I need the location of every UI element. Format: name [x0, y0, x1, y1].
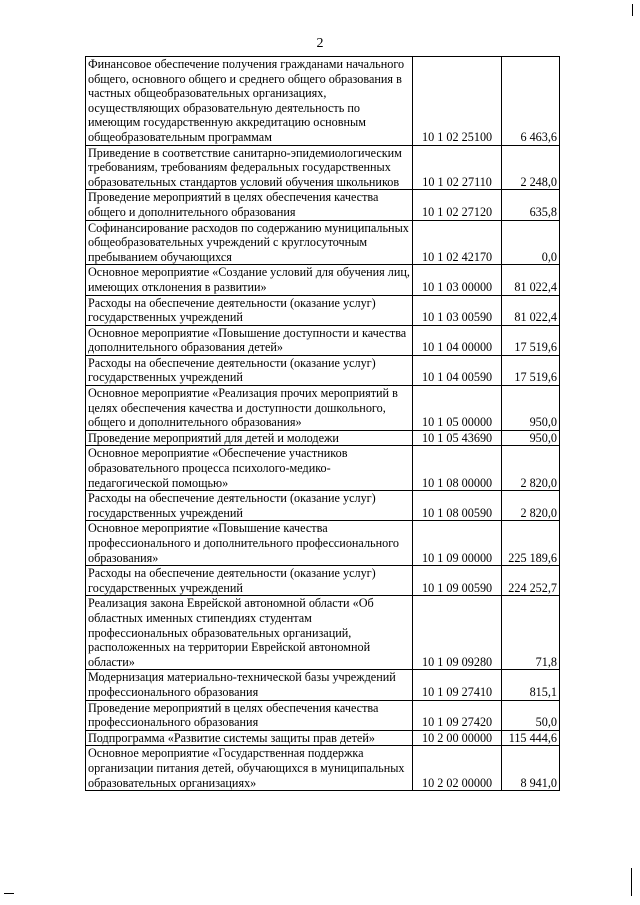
table-row: [86, 386, 560, 431]
table-row: [86, 265, 560, 295]
row-amount-cell: 81 022,4: [502, 295, 560, 325]
row-code-cell: 10 1 09 27420: [412, 700, 501, 730]
table-row: [86, 295, 560, 325]
scan-edge-mark-bottom-left: [4, 893, 14, 894]
row-name-cell: Подпрограмма «Развитие системы защиты прав детей»: [86, 730, 413, 746]
table-row: [86, 446, 560, 491]
row-name-cell: Расходы на обеспечение деятельности (оказание услуг) государственных учреждений: [86, 566, 413, 596]
table-row: [86, 355, 560, 385]
row-name-cell: Софинансирование расходов по содержанию муниципальных общеобразовательных учреждений с круглосуточным пребыванием обучающихся: [86, 220, 413, 265]
row-name-cell: Проведение мероприятий для детей и молодежи: [86, 430, 413, 446]
row-code-cell: 10 1 02 27110: [412, 145, 501, 190]
row-amount-cell: 17 519,6: [502, 325, 560, 355]
row-code-cell: 10 1 05 00000: [412, 386, 501, 431]
row-name-cell: Основное мероприятие «Создание условий для обучения лиц, имеющих отклонения в развитии»: [86, 265, 413, 295]
page-number: 2: [316, 36, 324, 51]
row-amount-cell: 71,8: [502, 596, 560, 670]
budget-table-body: [86, 57, 560, 791]
scan-edge-mark-bottom: [631, 868, 632, 896]
table-row: [86, 521, 560, 566]
row-code-cell: 10 1 09 09280: [412, 596, 501, 670]
row-code-cell: 10 1 09 00590: [412, 566, 501, 596]
row-amount-cell: 115 444,6: [502, 730, 560, 746]
row-code-cell: 10 2 02 00000: [412, 746, 501, 791]
row-code-cell: 10 1 08 00590: [412, 491, 501, 521]
row-name-cell: Приведение в соответствие санитарно-эпидемиологическим требованиям, требованиям федеральных государственных образовательных стандартов условий обучения школьников: [86, 145, 413, 190]
table-row: [86, 730, 560, 746]
row-amount-cell: 950,0: [502, 430, 560, 446]
row-amount-cell: 950,0: [502, 386, 560, 431]
table-row: [86, 57, 560, 146]
row-name-cell: Основное мероприятие «Обеспечение участников образовательного процесса психолого-медико-педагогической помощью»: [86, 446, 413, 491]
row-code-cell: 10 1 03 00590: [412, 295, 501, 325]
row-code-cell: 10 1 09 00000: [412, 521, 501, 566]
row-name-cell: Проведение мероприятий в целях обеспечения качества общего и дополнительного образования: [86, 190, 413, 220]
row-name-cell: Реализация закона Еврейской автономной области «Об областных именных стипендиях студентам профессиональных образовательных организаций, расположенных на территории Еврейской автономной области»: [86, 596, 413, 670]
table-row: [86, 325, 560, 355]
row-name-cell: Расходы на обеспечение деятельности (оказание услуг) государственных учреждений: [86, 491, 413, 521]
table-row: [86, 700, 560, 730]
row-amount-cell: 2 820,0: [502, 446, 560, 491]
row-amount-cell: 2 820,0: [502, 491, 560, 521]
row-amount-cell: 2 248,0: [502, 145, 560, 190]
row-code-cell: 10 1 05 43690: [412, 430, 501, 446]
row-name-cell: Расходы на обеспечение деятельности (оказание услуг) государственных учреждений: [86, 295, 413, 325]
table-row: [86, 566, 560, 596]
row-code-cell: 10 1 02 25100: [412, 57, 501, 146]
table-row: [86, 430, 560, 446]
table-row: [86, 220, 560, 265]
row-amount-cell: 81 022,4: [502, 265, 560, 295]
row-name-cell: Расходы на обеспечение деятельности (оказание услуг) государственных учреждений: [86, 355, 413, 385]
row-amount-cell: 17 519,6: [502, 355, 560, 385]
table-row: [86, 746, 560, 791]
row-code-cell: 10 1 04 00590: [412, 355, 501, 385]
row-amount-cell: 6 463,6: [502, 57, 560, 146]
table-row: [86, 670, 560, 700]
row-code-cell: 10 1 08 00000: [412, 446, 501, 491]
budget-table: [85, 56, 560, 791]
row-code-cell: 10 1 03 00000: [412, 265, 501, 295]
row-amount-cell: 815,1: [502, 670, 560, 700]
row-name-cell: Проведение мероприятий в целях обеспечения качества профессионального образования: [86, 700, 413, 730]
row-amount-cell: 635,8: [502, 190, 560, 220]
row-amount-cell: 224 252,7: [502, 566, 560, 596]
row-code-cell: 10 1 02 27120: [412, 190, 501, 220]
table-row: [86, 190, 560, 220]
table-row: [86, 491, 560, 521]
row-name-cell: Основное мероприятие «Государственная поддержка организации питания детей, обучающихся в муниципальных образовательных организациях»: [86, 746, 413, 791]
row-code-cell: 10 2 00 00000: [412, 730, 501, 746]
row-name-cell: Основное мероприятие «Повышение качества профессионального и дополнительного профессионального образования»: [86, 521, 413, 566]
row-name-cell: Финансовое обеспечение получения гражданами начального общего, основного общего и среднего общего образования в частных общеобразовательных организациях, осуществляющих образовательную деятельность по имеющим государственную аккредитацию основным общеобразовательным программам: [86, 57, 413, 146]
row-name-cell: Основное мероприятие «Реализация прочих мероприятий в целях обеспечения качества и доступности дошкольного, общего и дополнительного образования»: [86, 386, 413, 431]
row-amount-cell: 225 189,6: [502, 521, 560, 566]
scan-edge-mark-top: [632, 4, 633, 16]
row-name-cell: Модернизация материально-технической базы учреждений профессионального образования: [86, 670, 413, 700]
row-name-cell: Основное мероприятие «Повышение доступности и качества дополнительного образования детей»: [86, 325, 413, 355]
row-amount-cell: 50,0: [502, 700, 560, 730]
table-row: [86, 596, 560, 670]
row-amount-cell: 8 941,0: [502, 746, 560, 791]
row-code-cell: 10 1 09 27410: [412, 670, 501, 700]
row-code-cell: 10 1 04 00000: [412, 325, 501, 355]
table-row: [86, 145, 560, 190]
row-code-cell: 10 1 02 42170: [412, 220, 501, 265]
row-amount-cell: 0,0: [502, 220, 560, 265]
